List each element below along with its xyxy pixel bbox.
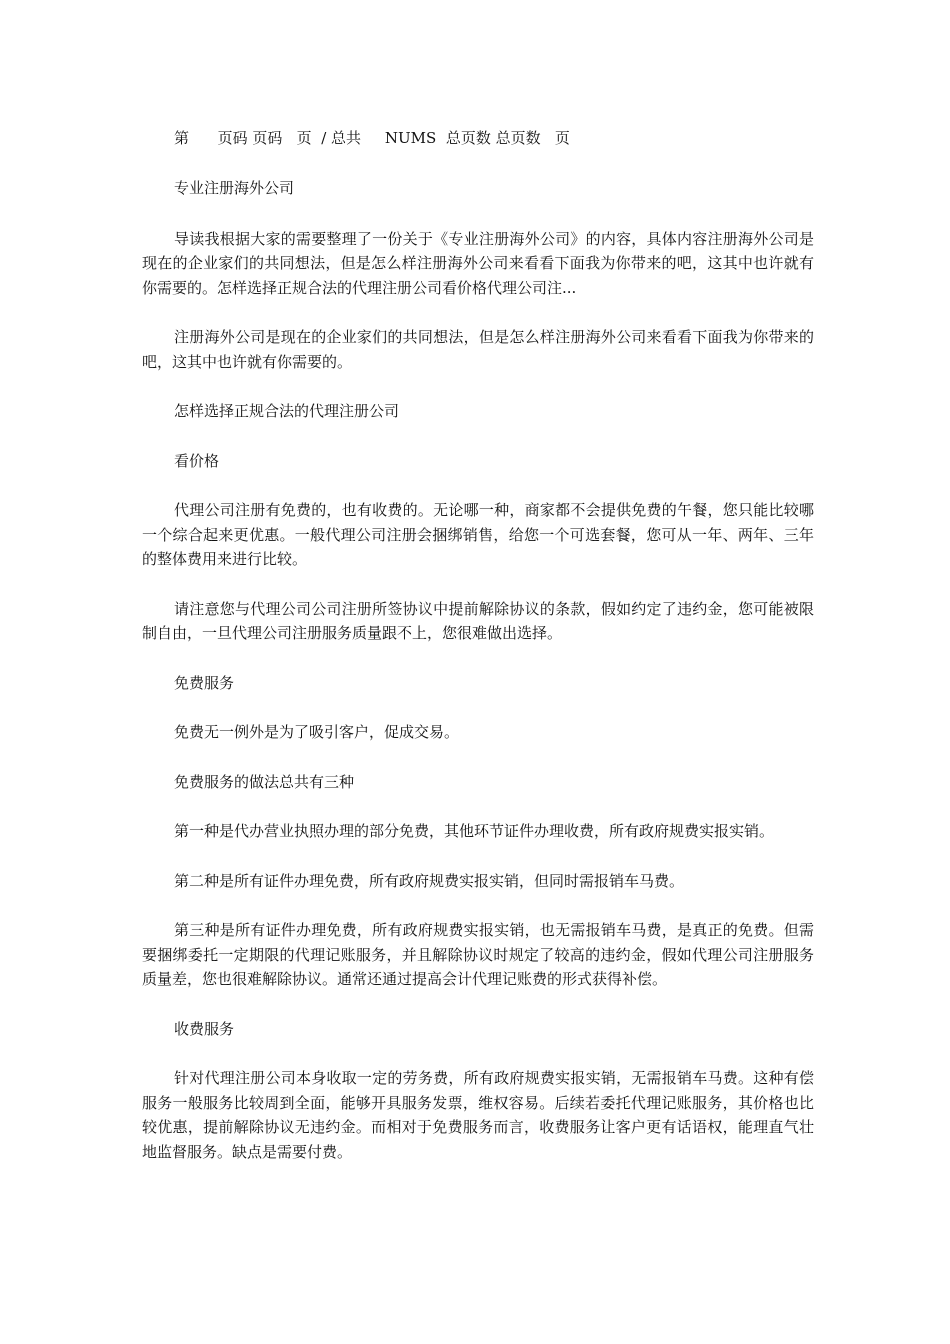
body-paragraph: 第一种是代办营业执照办理的部分免费，其他环节证件办理收费，所有政府规费实报实销。 [174, 822, 775, 840]
body-paragraph: 第二种是所有证件办理免费，所有政府规费实报实销，但同时需报销车马费。 [174, 871, 685, 890]
section-heading: 收费服务 [174, 1019, 235, 1038]
section-heading: 看价格 [174, 451, 220, 470]
document-page [142, 126, 814, 1189]
body-paragraph: 注册海外公司是现在的企业家们的共同想法，但是怎么样注册海外公司来看看下面我为你带来的吧，这其中也许就有你需要的。 [142, 328, 814, 371]
page-number-header: 第 页码 页码 页 / 总共 NUMS 总页数 总页数 页 [174, 129, 570, 147]
body-paragraph: 第三种是所有证件办理免费，所有政府规费实报实销，也无需报销车马费，是真正的免费。但需要捆绑委托一定期限的代理记账服务，并且解除协议时规定了较高的违约金，假如代理公司注册服务质量差，您也很难解除协议。通常还通过提高会计代理记账费的形式获得补偿。 [142, 921, 814, 988]
document-title: 专业注册海外公司 [174, 179, 295, 197]
body-paragraph: 针对代理注册公司本身收取一定的劳务费，所有政府规费实报实销，无需报销车马费。这种有偿服务一般服务比较周到全面，能够开具服务发票，维权容易。后续若委托代理记账服务，其价格也比较优惠，提前解除协议无违约金。而相对于免费服务而言，收费服务让客户更有话语权，能理直气壮地监督服务。缺点是需要付费。 [142, 1069, 814, 1161]
section-heading: 怎样选择正规合法的代理注册公司 [174, 402, 400, 420]
section-heading: 免费服务 [174, 673, 235, 692]
body-paragraph: 免费无一例外是为了吸引客户，促成交易。 [174, 723, 460, 741]
section-heading: 免费服务的做法总共有三种 [174, 772, 355, 791]
body-paragraph: 代理公司注册有免费的，也有收费的。无论哪一种，商家都不会提供免费的午餐，您只能比较哪一个综合起来更优惠。一般代理公司注册会捆绑销售，给您一个可选套餐，您可从一年、两年、三年的整体费用来进行比较。 [142, 501, 814, 568]
body-paragraph: 请注意您与代理公司公司注册所签协议中提前解除协议的条款，假如约定了违约金，您可能被限制自由，一旦代理公司注册服务质量跟不上，您很难做出选择。 [142, 599, 814, 642]
intro-paragraph: 导读我根据大家的需要整理了一份关于《专业注册海外公司》的内容，具体内容注册海外公司是现在的企业家们的共同想法，但是怎么样注册海外公司来看看下面我为你带来的吧，这其中也许就有你需要的。怎样选择正规合法的代理注册公司看价格代理公司注... [142, 229, 814, 297]
